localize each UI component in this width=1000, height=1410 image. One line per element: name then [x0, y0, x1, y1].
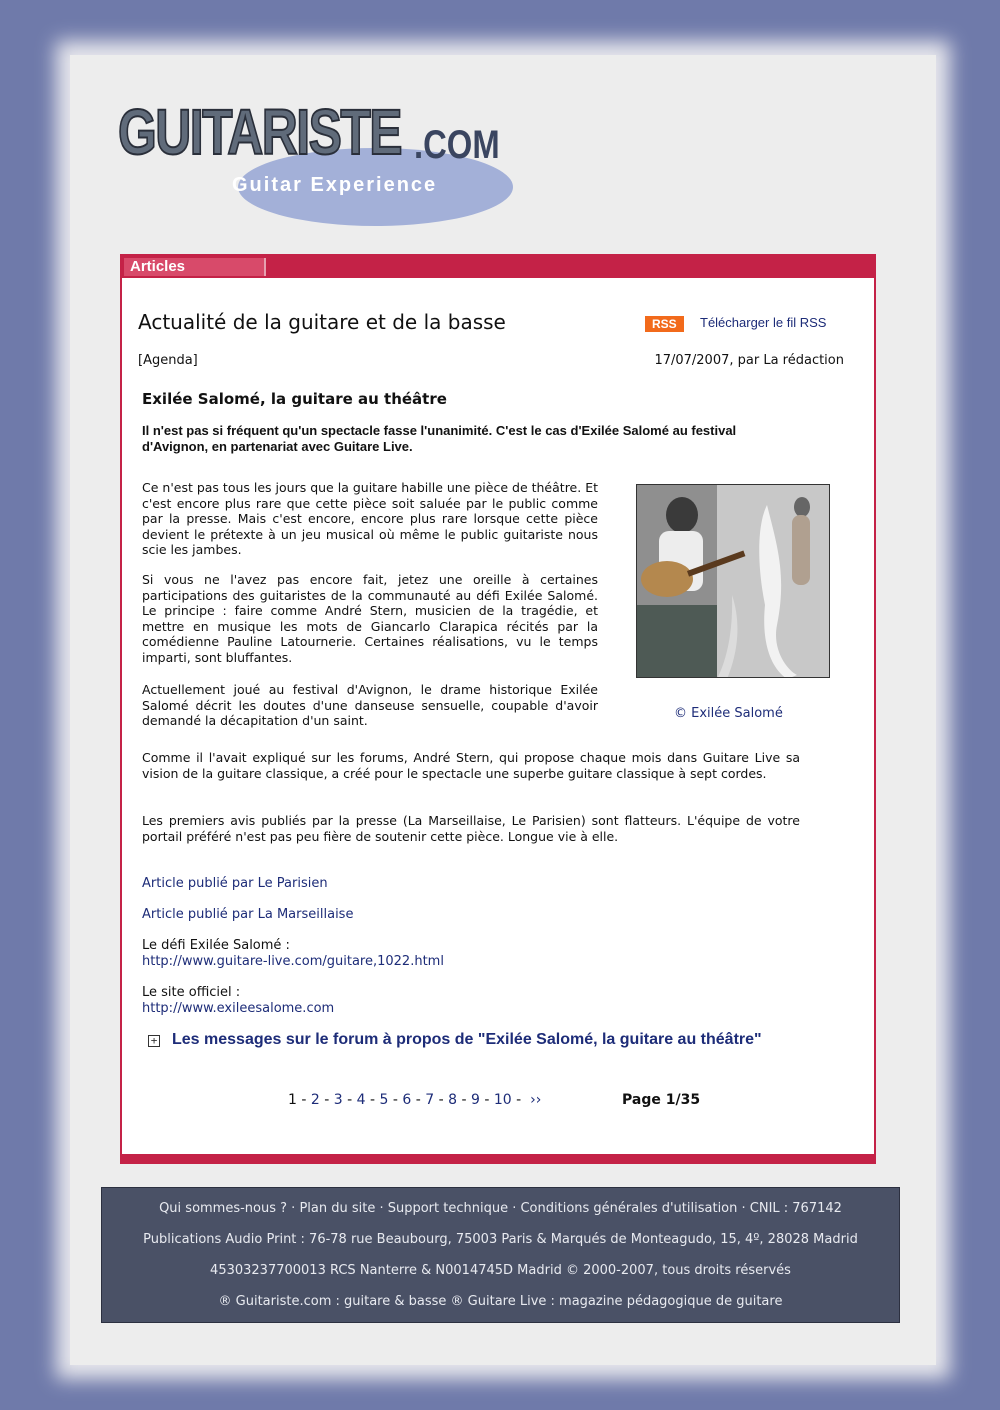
page-link[interactable]: 6	[402, 1092, 412, 1108]
article-lead: Il n'est pas si fréquent qu'un spectacle fasse l'unanimité. C'est le cas d'Exilée Salomé au festival d'Avignon, en partenariat avec Guitare Live.	[142, 423, 737, 454]
article-paragraph: Comme il l'avait expliqué sur les forums, André Stern, qui propose chaque mois dans Guitare Live sa vision de la guitare classique, a créé pour le spectacle une superbe guitare classique à sept cordes.	[142, 750, 800, 781]
page-link[interactable]: 8	[448, 1092, 458, 1108]
site-footer	[101, 1187, 900, 1323]
page-link[interactable]: 2	[310, 1092, 320, 1108]
page-indicator: Page 1/35	[622, 1092, 701, 1108]
logo-domain: .COM	[414, 123, 500, 167]
photo-caption: © Exilée Salomé	[674, 706, 783, 721]
footer-links[interactable]: Qui sommes-nous ? · Plan du site · Support technique · Conditions générales d'utilisation · CNIL : 767142	[159, 1201, 842, 1216]
logo-tagline: Guitar Experience	[232, 174, 438, 196]
article-paragraph: Les premiers avis publiés par la presse (La Marseillaise, Le Parisien) sont flatteurs. L'équipe de votre portail préféré n'est pas peu fière de soutenir cette pièce. Longue vie à elle.	[142, 813, 800, 844]
site-logo[interactable]	[118, 92, 518, 232]
article-paragraph: Actuellement joué au festival d'Avignon, le drame historique Exilée Salomé décrit les doutes d'une danseuse sensuelle, coupable d'avoir demandé la décapitation d'un saint.	[142, 682, 598, 728]
footer-legal: 45303237700013 RCS Nanterre & N0014745D Madrid © 2000-2007, tous droits réservés	[210, 1263, 791, 1278]
article-photo[interactable]	[636, 484, 830, 678]
page-title: Actualité de la guitare et de la basse	[138, 310, 506, 334]
pagination: 1 - 2 - 3 - 4 - 5 - 6 - 7 - 8 - 9 - 10 - ››	[288, 1092, 542, 1108]
page-link[interactable]: 9	[471, 1092, 480, 1108]
expand-plus-icon[interactable]: +	[148, 1035, 160, 1047]
forum-messages-link[interactable]: Les messages sur le forum à propos de "Exilée Salomé, la guitare au théâtre"	[172, 1031, 762, 1048]
next-pages-link[interactable]: ››	[530, 1092, 542, 1108]
logo-wordmark: GUITARISTE	[118, 96, 401, 168]
page-link[interactable]: 4	[356, 1092, 366, 1108]
article-title: Exilée Salomé, la guitare au théâtre	[142, 390, 447, 408]
article-category: [Agenda]	[138, 353, 198, 368]
page-link[interactable]: 7	[425, 1092, 435, 1108]
page-link[interactable]: 5	[379, 1092, 389, 1108]
photo-illustration	[637, 485, 830, 678]
page-current: 1	[288, 1092, 297, 1108]
rss-download-link[interactable]: Télécharger le fil RSS	[700, 315, 827, 330]
article-paragraph: Ce n'est pas tous les jours que la guitare habille une pièce de théâtre. Et c'est encore plus rare que cette pièce soit saluée par le public comme par la presse. Mais c'est encore, encore plus rare lorsque cette pièce devient le prétexte à un jeu musical où même le public guitariste nous scie les jambes.	[142, 480, 598, 557]
page-link[interactable]: 10	[493, 1092, 512, 1108]
article-paragraph: Si vous ne l'avez pas encore fait, jetez une oreille à certaines participations des guitaristes de la communauté au défi Exilée Salomé. Le principe : faire comme André Stern, musicien de la tragédie, et mettre en musique les mots de Giancarlo Clarapica récités par la comédienne Pauline Latournerie. Certaines réalisations, vu le temps imparti, sont bluffantes.	[142, 572, 598, 665]
rss-icon[interactable]: RSS	[645, 316, 684, 332]
footer-brands: ® Guitariste.com : guitare & basse ® Guitare Live : magazine pédagogique de guitare	[218, 1294, 783, 1309]
footer-address: Publications Audio Print : 76-78 rue Beaubourg, 75003 Paris & Marqués de Monteagudo, 15, 4º, 28028 Madrid	[143, 1232, 858, 1247]
defi-url-link[interactable]: http://www.guitare-live.com/guitare,1022.html	[142, 954, 444, 969]
link-marseillaise[interactable]: Article publié par La Marseillaise	[142, 907, 354, 922]
article-box	[120, 254, 876, 1164]
defi-label: Le défi Exilée Salomé :	[142, 938, 290, 953]
section-header-bar	[122, 256, 874, 278]
official-site-label: Le site officiel :	[142, 985, 241, 1000]
link-parisien[interactable]: Article publié par Le Parisien	[142, 876, 328, 891]
official-site-link[interactable]: http://www.exileesalome.com	[142, 1001, 335, 1016]
box-footer-bar	[122, 1154, 874, 1162]
article-date-author: 17/07/2007, par La rédaction	[654, 353, 844, 368]
section-tab[interactable]: Articles	[124, 258, 266, 276]
page-link[interactable]: 3	[333, 1092, 343, 1108]
